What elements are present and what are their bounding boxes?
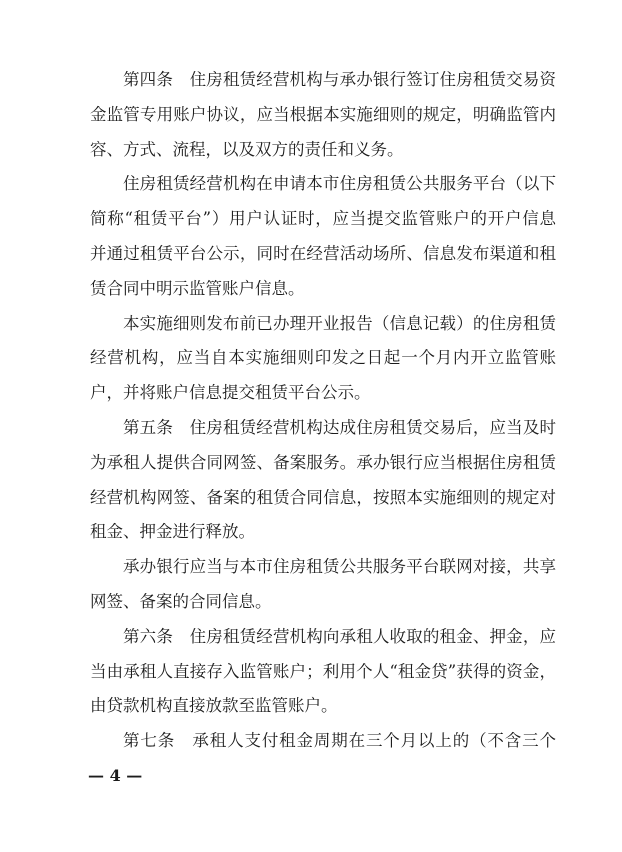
text-line: 第七条 承租人支付租金周期在三个月以上的（不含三个 bbox=[123, 731, 556, 751]
text-line: 赁合同中明示监管账户信息。 bbox=[90, 278, 305, 298]
paragraph-article-7 bbox=[90, 724, 556, 759]
text-line: 经营机构网签、备案的租赁合同信息，按照本实施细则的规定对 bbox=[90, 487, 556, 507]
text-line: 当由承租人直接存入监管账户；利用个人“租金贷”获得的资金， bbox=[90, 661, 556, 681]
paragraph-article-4 bbox=[90, 63, 556, 167]
text-line: 第六条 住房租赁经营机构向承租人收取的租金、押金，应 bbox=[123, 626, 556, 646]
page-number: — 4 — bbox=[88, 766, 143, 785]
text-line: 承办银行应当与本市住房租赁公共服务平台联网对接，共享 bbox=[123, 557, 556, 577]
text-line: 由贷款机构直接放款至监管账户。 bbox=[90, 696, 338, 716]
text-line: 金监管专用账户协议，应当根据本实施细则的规定，明确监管内 bbox=[90, 104, 556, 124]
document-body bbox=[90, 63, 556, 759]
text-line: 经营机构，应当自本实施细则印发之日起一个月内开立监管账 bbox=[90, 348, 556, 368]
paragraph-platform-certification bbox=[90, 167, 556, 306]
text-line: 网签、备案的合同信息。 bbox=[90, 591, 272, 611]
text-line: 容、方式、流程，以及双方的责任和义务。 bbox=[90, 139, 404, 159]
paragraph-existing-institutions bbox=[90, 307, 556, 411]
paragraph-article-6 bbox=[90, 620, 556, 724]
paragraph-bank-integration bbox=[90, 550, 556, 620]
text-line: 为承租人提供合同网签、备案服务。承办银行应当根据住房租赁 bbox=[90, 452, 556, 472]
text-line: 第五条 住房租赁经营机构达成住房租赁交易后，应当及时 bbox=[123, 417, 556, 437]
text-line: 本实施细则发布前已办理开业报告（信息记载）的住房租赁 bbox=[123, 313, 556, 333]
text-line: 简称“租赁平台”）用户认证时，应当提交监管账户的开户信息 bbox=[90, 209, 556, 229]
text-line: 第四条 住房租赁经营机构与承办银行签订住房租赁交易资 bbox=[123, 70, 556, 89]
text-line: 并通过租赁平台公示，同时在经营活动场所、信息发布渠道和租 bbox=[90, 243, 556, 263]
paragraph-article-5 bbox=[90, 411, 556, 550]
text-line: 租金、押金进行释放。 bbox=[90, 522, 255, 542]
text-line: 户，并将账户信息提交租赁平台公示。 bbox=[90, 383, 371, 403]
text-line: 住房租赁经营机构在申请本市住房租赁公共服务平台（以下 bbox=[123, 174, 556, 194]
